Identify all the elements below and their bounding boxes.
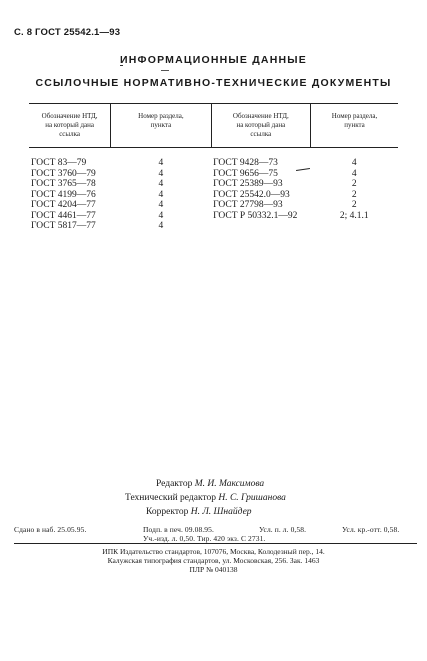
section-title: ИНФОРМАЦИОННЫЕ ДАННЫЕ (120, 54, 307, 66)
section-subtitle: ССЫЛОЧНЫЕ НОРМАТИВНО-ТЕХНИЧЕСКИЕ ДОКУМЕНТЫ (35, 77, 392, 89)
editor-line: Редактор М. И. Максимова (156, 479, 265, 489)
publisher-line: ИПК Издательство стандартов, 107076, Москва, Колодезный пер., 14. (102, 547, 325, 556)
table-cell: 4 (158, 158, 164, 168)
divider (14, 543, 417, 544)
printer-line: Калужская типография стандартов, ул. Московская, 256. Зак. 1463 (107, 556, 320, 565)
table-cell: 4 (351, 158, 357, 168)
table-header-row (29, 104, 398, 148)
table-cell: 4 (351, 168, 357, 179)
imprint-circulation: Уч.-изд. л. 0,50. Тир. 420 экз. С 2731. (143, 534, 266, 543)
license-line: ПЛР № 040138 (189, 565, 238, 574)
table-cell: 2; 4.1.1 (339, 210, 369, 221)
table-row (29, 190, 398, 201)
table-cell: 4 (158, 210, 164, 221)
table-cell (211, 221, 310, 232)
table-cell: ГОСТ 4461—77 (31, 210, 96, 221)
table-cell: 4 (158, 179, 164, 189)
table-cell: 4 (158, 168, 164, 179)
tech-editor-name: Н. С. Гришанова (218, 493, 286, 503)
corrector-name: Н. Л. Шнайдер (190, 507, 252, 517)
editor-name: М. И. Максимова (194, 479, 265, 489)
header-designation-right: Обозначение НТД, на который дана ссылка (211, 104, 310, 148)
table-cell: ГОСТ 4204—77 (31, 200, 96, 210)
header-designation-left: Обозначение НТД, на который дана ссылка (29, 104, 111, 148)
table-cell: ГОСТ 9428—73 (213, 158, 278, 168)
table-cell: ГОСТ 25389—93 (213, 179, 283, 189)
tech-editor-line: Технический редактор Н. С. Гришанова (125, 493, 286, 503)
table-cell: 2 (351, 179, 357, 189)
table-cell: 2 (351, 189, 357, 200)
imprint-typeset-date: Сдано в наб. 25.05.95. (14, 525, 87, 534)
table-cell: 2 (351, 200, 357, 210)
table-row (29, 211, 398, 222)
imprint-sheets: Усл. п. л. 0,58. (259, 525, 307, 534)
table-cell: ГОСТ 83—79 (31, 158, 87, 168)
page-header: С. 8 ГОСТ 25542.1—93 (14, 27, 121, 38)
table-row (29, 169, 398, 180)
table-cell: ГОСТ 5817—77 (31, 221, 96, 231)
table-cell: ГОСТ 3760—79 (31, 168, 96, 179)
table-cell: ГОСТ 4199—76 (31, 189, 96, 200)
imprint-color-sheets: Усл. кр.-отт. 0,58. (342, 525, 400, 534)
table-cell (311, 221, 398, 232)
table-row (29, 179, 398, 190)
table-cell: 4 (158, 221, 164, 231)
credits-block (125, 477, 286, 519)
table-row (29, 221, 398, 232)
table-cell: ГОСТ 3765—78 (31, 179, 96, 189)
table-cell: ГОСТ 27798—93 (213, 200, 283, 210)
references-table (29, 103, 398, 232)
header-section-left: Номер раздела, пункта (111, 104, 211, 148)
printing-mark (161, 70, 169, 71)
table-cell: ГОСТ 25542.0—93 (213, 189, 290, 200)
table-cell: 4 (158, 189, 164, 200)
imprint-print-date: Подп. в печ. 09.08.95. (143, 525, 214, 534)
corrector-line: Корректор Н. Л. Шнайдер (146, 507, 252, 517)
table-cell: ГОСТ Р 50332.1—92 (213, 210, 298, 221)
table-cell: ГОСТ 9656—75 (213, 168, 278, 179)
table-row (29, 200, 398, 211)
header-section-right: Номер раздела, пункта (311, 104, 398, 148)
table-cell: 4 (158, 200, 164, 210)
table-row (29, 148, 398, 169)
publisher-block (0, 547, 427, 574)
